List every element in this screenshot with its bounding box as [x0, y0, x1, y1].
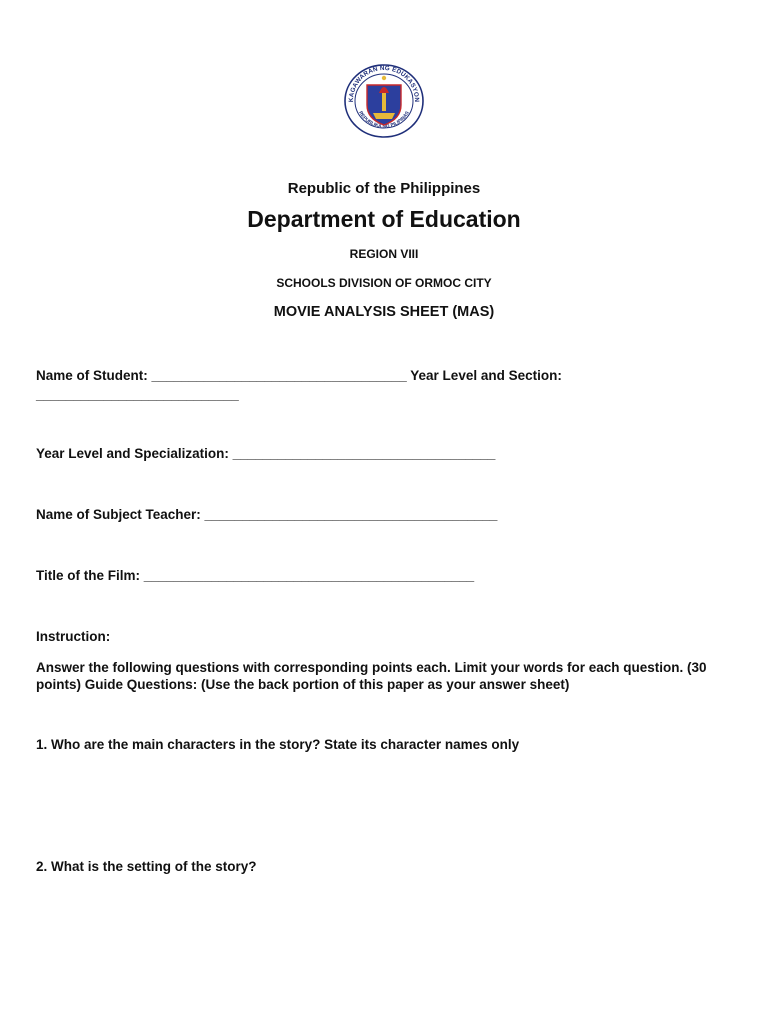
student-name-field[interactable]: Name of Student: __________________________________ Year Level and Section: — [36, 368, 562, 383]
film-title-field[interactable]: Title of the Film: ____________________________________________ — [36, 568, 475, 583]
region-label: REGION VIII — [349, 247, 419, 261]
seal-top-text: KAGAWARAN NG EDUKASYON — [347, 64, 421, 103]
year-section-blank[interactable]: ___________________________ — [36, 387, 239, 402]
deped-seal — [343, 63, 425, 139]
department-title: Department of Education — [247, 206, 521, 232]
instruction-body: Answer the following questions with corresponding points each. Limit your words for each question. (30 points) Guide Questions: (Use the back portion of this paper as your answer sheet) — [36, 660, 707, 692]
question-2: 2. What is the setting of the story? — [36, 859, 257, 874]
republic-heading: Republic of the Philippines — [287, 180, 481, 197]
instruction-label: Instruction: — [36, 629, 111, 644]
seal-bottom-text: REPUBLIKA NG PILIPINAS — [357, 110, 411, 130]
subject-teacher-field[interactable]: Name of Subject Teacher: _______________________________________ — [36, 507, 498, 522]
specialization-field[interactable]: Year Level and Specialization: ___________________________________ — [36, 446, 496, 461]
division-label: SCHOOLS DIVISION OF ORMOC CITY — [276, 276, 492, 290]
sheet-title: MOVIE ANALYSIS SHEET (MAS) — [273, 304, 495, 320]
question-1: 1. Who are the main characters in the story? State its character names only — [36, 737, 520, 752]
